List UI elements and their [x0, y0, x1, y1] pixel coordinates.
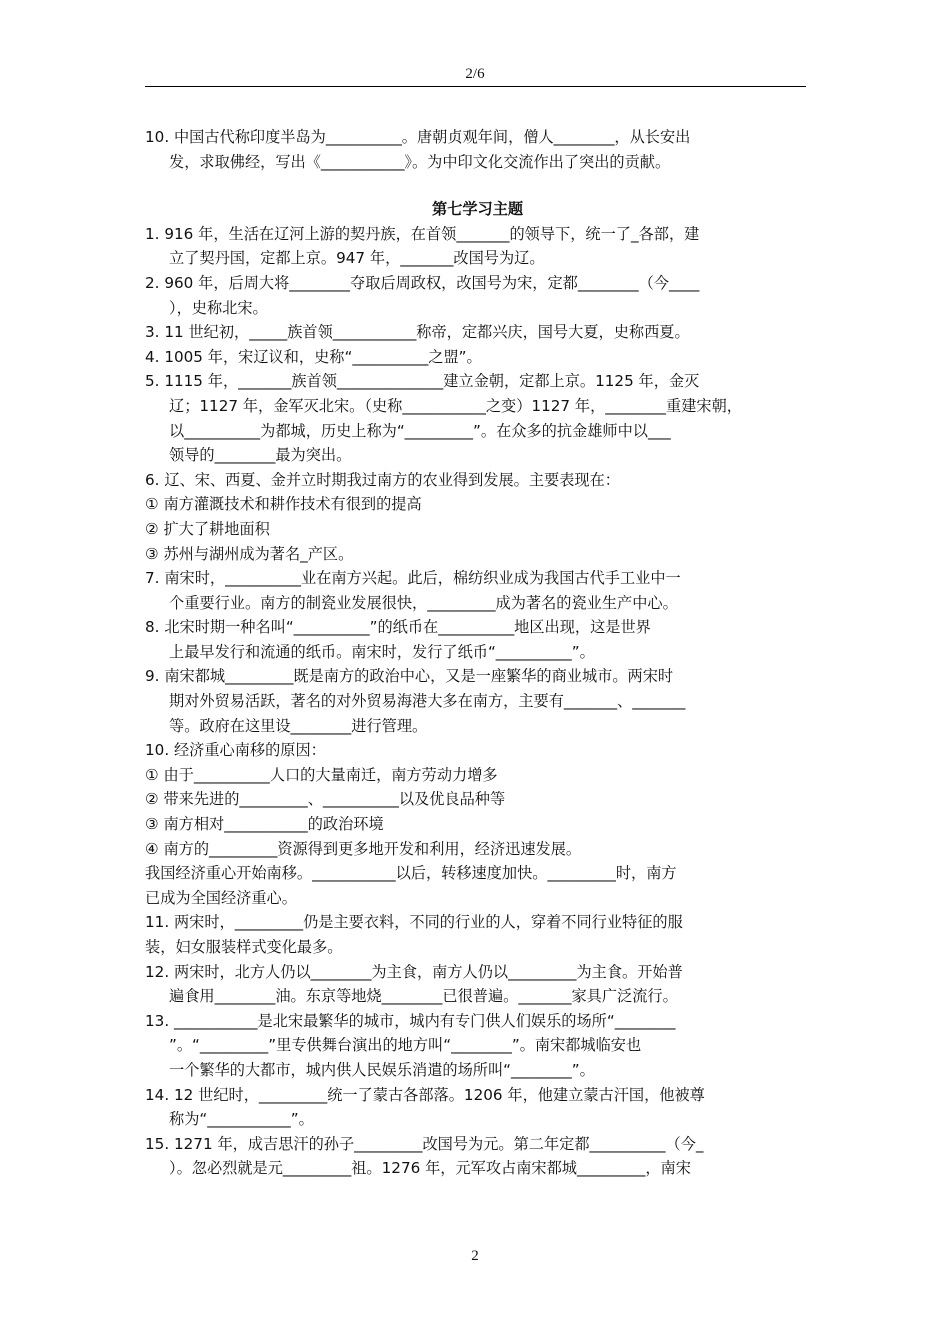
question-line: 立了契丹国，定都上京。947 年，_______改国号为辽。: [169, 249, 545, 268]
question-item: [145, 517, 810, 542]
question-line: 装，妇女服装样式变化最多。: [145, 938, 343, 956]
question-item: [145, 886, 810, 911]
question-line: ② 扩大了耕地面积: [145, 519, 270, 538]
question-item: [145, 222, 810, 271]
question-item: [145, 787, 810, 812]
question-line: 期对外贸易活跃，著名的对外贸易海港大多在南方，主要有_______、_______: [169, 692, 686, 711]
question-item: [145, 542, 810, 567]
question-line: 以__________为都城，历史上称为“_________”。在众多的抗金雄师中以___: [169, 421, 671, 440]
question-line: ② 带来先进的_________、__________以及优良品种等: [145, 790, 506, 809]
question-line: 称为“___________”。: [169, 1110, 314, 1129]
question-item: [145, 960, 810, 1009]
question-line: ④ 南方的_________资源得到更多地开发和利用，经济迅速发展。: [145, 839, 582, 858]
question-line: 14. 12 世纪时，_________统一了蒙古各部落。1206 年，他建立蒙古汗国，他被尊: [145, 1085, 705, 1104]
question-item: [145, 837, 810, 862]
document-body: [145, 125, 810, 1181]
question-line: 6. 辽、宋、西夏、金并立时期我过南方的农业得到发展。主要表现在：: [145, 470, 620, 489]
question-line: 12. 两宋时，北方人仍以________为主食，南方人仍以_________为主食。开始普: [145, 962, 683, 981]
question-line: 4. 1005 年，宋辽议和，史称“__________之盟”。: [145, 347, 482, 366]
question-line: 2. 960 年，后周大将________夺取后周政权，改国号为宋，定都________（今____: [145, 273, 700, 292]
question-item: [145, 738, 810, 763]
question-line: 13. ___________是北宋最繁华的城市，城内有专门供人们娱乐的场所“________: [145, 1011, 676, 1030]
question-item: [145, 320, 810, 345]
page-number: 2: [471, 1248, 479, 1264]
question-line: 个重要行业。南方的制瓷业发展很快，_________成为著名的瓷业生产中心。: [169, 593, 678, 612]
question-line: 10. 经济重心南移的原因：: [145, 741, 326, 760]
question-item: [145, 910, 810, 935]
question-line: 已成为全国经济重心。: [145, 888, 297, 907]
question-line: 发，求取佛经，写出《___________》。为中印文化交流作出了突出的贡献。: [169, 152, 671, 171]
question-line: ③ 苏州与湖州成为著名_产区。: [145, 544, 354, 563]
section-title: 第七学习主题: [431, 200, 524, 219]
question-item: [145, 935, 810, 960]
question-item: [145, 468, 810, 493]
question-line: 我国经济重心开始南移。___________以后，转移速度加快。_________时，南方: [145, 864, 677, 883]
question-line: ① 南方灌溉技术和耕作技术有很到的提高: [145, 495, 422, 514]
question-line: 等。政府在这里设________进行管理。: [169, 716, 428, 735]
question-line: 5. 1115 年，_______族首领______________建立金朝，定都上京。1125 年，金灭: [145, 372, 700, 391]
header-rule: [145, 86, 806, 87]
question-item: [145, 763, 810, 788]
question-line: 7. 南宋时，__________业在南方兴起。此后，棉纺织业成为我国古代手工业中一: [145, 569, 681, 588]
page-label: 2/6: [465, 66, 485, 82]
question-list: [145, 222, 810, 1181]
question-line: 领导的________最为突出。: [169, 446, 352, 465]
question-line: ）。忽必烈就是元_________祖。1276 年，元军攻占南宋都城_________，南宋: [169, 1159, 691, 1178]
question-line: 辽；1127 年，金军灭北宋。（史称___________之变）1127 年，________重建宋朝，: [169, 396, 742, 415]
question-item: [145, 369, 810, 467]
question-item: [145, 345, 810, 370]
question-line: 11. 两宋时，_________仍是主要衣料，不同的行业的人，穿着不同行业特征的服: [145, 913, 683, 932]
question-item: [145, 566, 810, 615]
question-item: [145, 812, 810, 837]
question-item: [145, 492, 810, 517]
question-line: 3. 11 世纪初，_____族首领___________称帝，定都兴庆，国号大夏，史称西夏。: [145, 323, 690, 342]
question-item: [145, 1083, 810, 1132]
question-item: [145, 271, 810, 320]
question-item: [145, 615, 810, 664]
question-line: 1. 916 年，生活在辽河上游的契丹族，在首领_______的领导下，统一了_各部，建: [145, 224, 700, 243]
question-item: [145, 861, 810, 886]
question-line: 15. 1271 年，成吉思汗的孙子_________改国号为元。第二年定都__________（今_: [145, 1134, 704, 1153]
question-line: 8. 北宋时期一种名叫“__________”的纸币在__________地区出现，这是世界: [145, 618, 651, 637]
question-item: [145, 664, 810, 738]
question-line: 上最早发行和流通的纸币。南宋时，发行了纸币“__________”。: [169, 642, 595, 661]
question-item: [145, 1132, 810, 1181]
question-item: [145, 1009, 810, 1083]
question-line: 遍食用________油。东京等地烧________已很普遍。_______家具广泛流行。: [169, 987, 678, 1006]
question-line: ”。“_________”里专供舞台演出的地方叫“________”。南宋都城临安也: [169, 1036, 642, 1055]
question-10-intro: [145, 125, 810, 174]
question-line: 9. 南宋都城_________既是南方的政治中心，又是一座繁华的商业城市。两宋时: [145, 667, 674, 686]
question-line: 10. 中国古代称印度半岛为__________。唐朝贞观年间，僧人________，从长安出: [145, 128, 691, 146]
question-line: ③ 南方相对___________的政治环境: [145, 815, 384, 834]
question-line: 一个繁华的大都市，城内供人民娱乐消遣的场所叫“________”。: [169, 1060, 595, 1079]
question-line: ① 由于__________人口的大量南迁，南方劳动力增多: [145, 765, 498, 784]
question-line: ），史称北宋。: [169, 298, 268, 317]
